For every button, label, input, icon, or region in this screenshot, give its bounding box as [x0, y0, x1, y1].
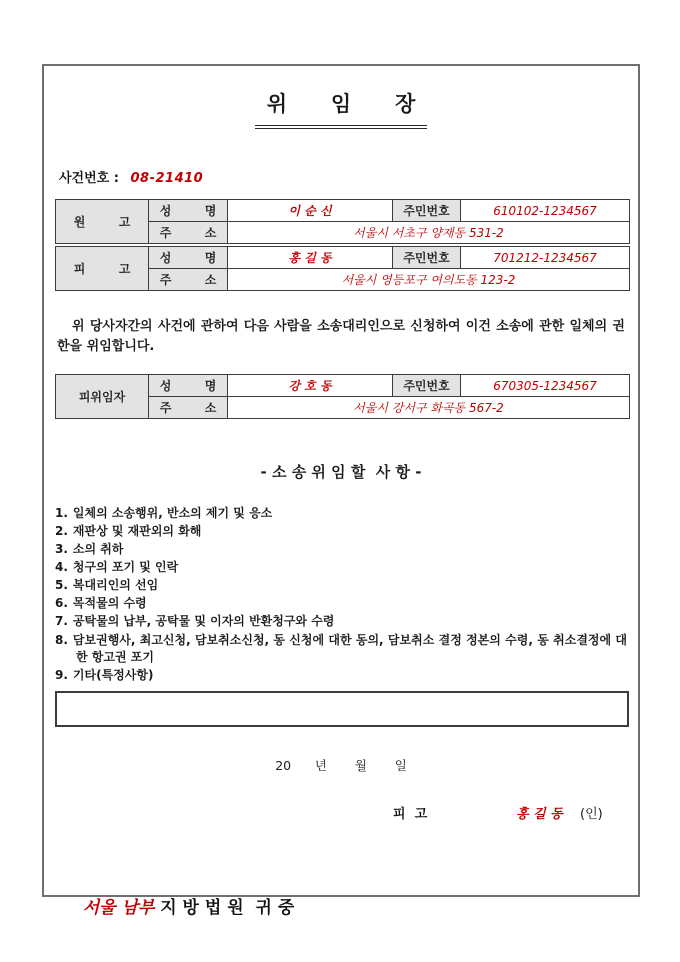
section-title: - 소 송 위 임 할 사 항 -	[260, 463, 422, 482]
name-label: 성 명	[149, 375, 228, 397]
defendant-name-value: 홍 길 동	[228, 247, 393, 269]
list-item	[55, 505, 627, 522]
signature-name: 홍 길 동	[516, 806, 563, 822]
item-text: 재판상 및 재판외의 화해	[72, 524, 202, 539]
seal-mark: (인)	[580, 806, 603, 822]
address-label: 주 소	[149, 269, 228, 291]
delegate-address-value: 서울시 강서구 화곡동 567-2	[228, 397, 630, 419]
table-row	[56, 375, 630, 397]
name-label: 성 명	[149, 247, 228, 269]
item-number: 2.	[55, 524, 68, 539]
delegation-items-list	[55, 505, 627, 683]
court-line	[59, 873, 638, 938]
item-number: 4.	[55, 560, 68, 575]
item-number: 7.	[55, 614, 68, 629]
plaintiff-resident-id-value: 610102-1234567	[461, 200, 630, 222]
defendant-resident-id-value: 701212-1234567	[461, 247, 630, 269]
item-text: 목적물의 수령	[72, 596, 147, 611]
delegate-name-value: 강 호 동	[228, 375, 393, 397]
plaintiff-address-value: 서울시 서초구 양재동 531-2	[228, 222, 630, 244]
item-text: 청구의 포기 및 인락	[72, 560, 179, 575]
title-row	[44, 88, 638, 129]
delegate-table	[55, 374, 630, 419]
item-number: 3.	[55, 542, 68, 557]
signature-party-label: 피 고	[393, 806, 428, 822]
list-item	[55, 632, 627, 666]
item-text: 공탁물의 납부, 공탁물 및 이자의 반환청구와 수령	[72, 614, 335, 629]
page-title: 위 임 장	[255, 88, 428, 129]
plaintiff-name-value: 이 순 신	[228, 200, 393, 222]
court-name-highlight: 서울 남부	[82, 897, 155, 918]
defendant-table	[55, 246, 630, 291]
document-page	[42, 64, 640, 918]
date-line: 20 년 월 일	[275, 757, 407, 773]
item-text: 소의 취하	[72, 542, 124, 557]
delegate-party-label: 피위임자	[56, 375, 149, 419]
name-label: 성 명	[149, 200, 228, 222]
plaintiff-party-label: 원 고	[56, 200, 149, 244]
case-number-value: 08-21410	[130, 171, 204, 186]
address-label: 주 소	[149, 397, 228, 419]
item-text: 담보권행사, 최고신청, 담보취소신청, 동 신청에 대한 동의, 담보취소 결정 정본의 수령, 동 취소결정에 대한 항고권 포기	[72, 632, 627, 664]
delegation-statement: 위 당사자간의 사건에 관하여 다음 사람을 소송대리인으로 신청하여 이건 소송에 관한 일체의 권한을 위임합니다.	[57, 319, 625, 355]
delegate-resident-id-value: 670305-1234567	[461, 375, 630, 397]
resident-id-label: 주민번호	[393, 247, 461, 269]
table-row	[56, 200, 630, 222]
resident-id-label: 주민번호	[393, 200, 461, 222]
list-item	[55, 613, 627, 630]
address-label: 주 소	[149, 222, 228, 244]
item-text: 일체의 소송행위, 반소의 제기 및 응소	[72, 506, 273, 521]
defendant-address-value: 서울시 영등포구 여의도동 123-2	[228, 269, 630, 291]
table-row	[56, 247, 630, 269]
defendant-party-label: 피 고	[56, 247, 149, 291]
resident-id-label: 주민번호	[393, 375, 461, 397]
item-number: 6.	[55, 596, 68, 611]
list-item	[55, 523, 627, 540]
court-name-rest: 지 방 법 원 귀 중	[154, 897, 295, 918]
case-number-label: 사건번호 :	[59, 171, 119, 186]
list-item	[55, 595, 627, 612]
plaintiff-table	[55, 199, 630, 244]
item-number: 8.	[55, 632, 68, 647]
case-number-line	[59, 167, 638, 186]
list-item	[55, 541, 627, 558]
item-number: 1.	[55, 506, 68, 521]
item-number: 5.	[55, 578, 68, 593]
list-item	[55, 667, 627, 684]
signature-row	[44, 803, 638, 821]
list-item	[55, 559, 627, 576]
item-text: 기타(특정사항)	[72, 667, 154, 682]
other-details-box	[55, 691, 629, 727]
list-item	[55, 577, 627, 594]
item-number: 9.	[55, 667, 68, 682]
item-text: 복대리인의 선임	[72, 578, 159, 593]
